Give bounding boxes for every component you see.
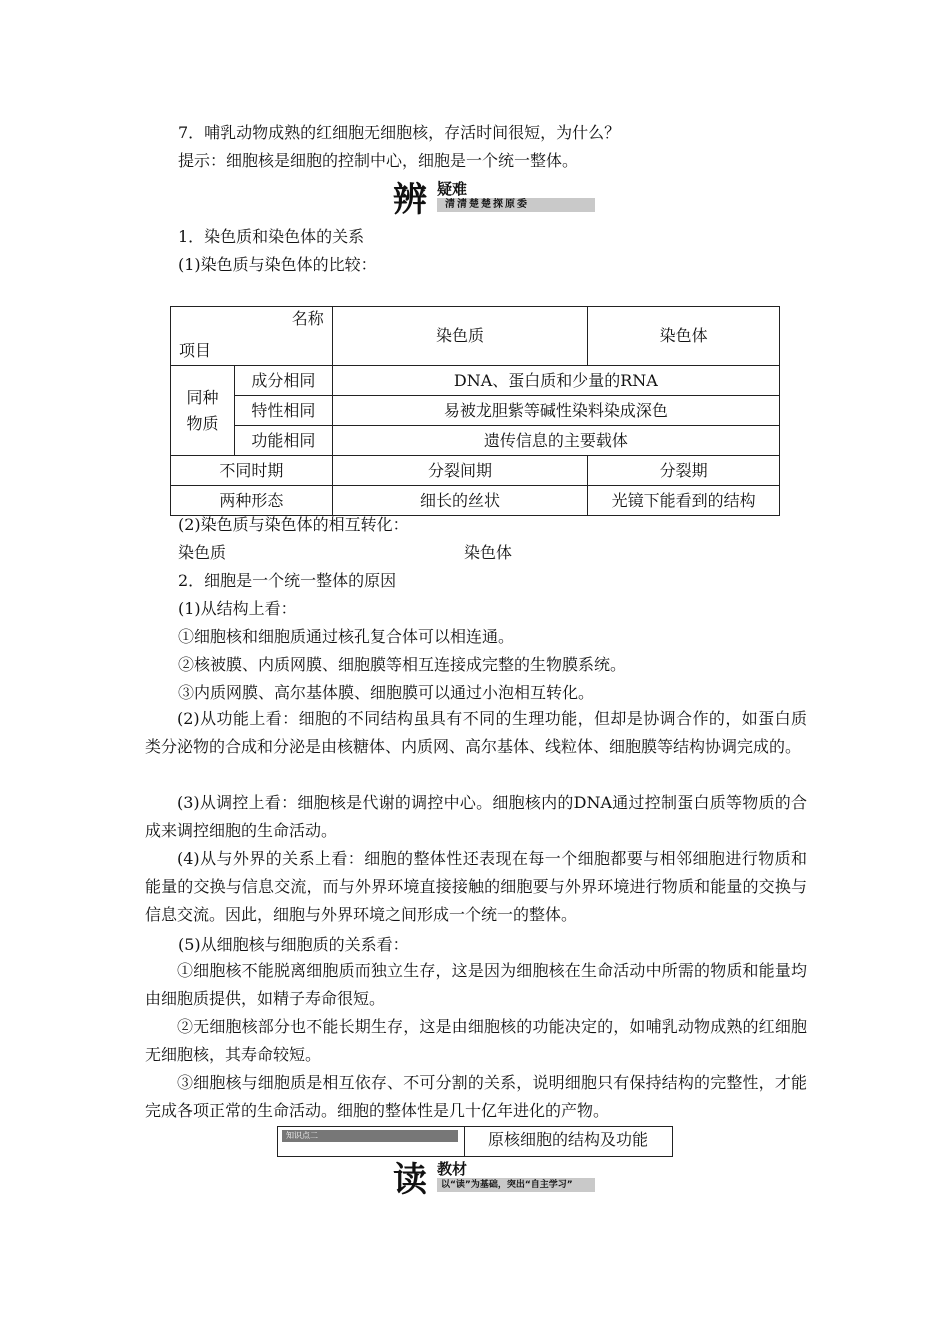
- paragraph-5a: ①细胞核不能脱离细胞质而独立生存，这是因为细胞核在生命活动中所需的物质和能量均由细胞质提供，如精子寿命很短。: [145, 961, 807, 1008]
- section2-title: 2．细胞是一个统一整体的原因: [178, 571, 397, 590]
- paragraph-5c: ③细胞核与细胞质是相互依存、不可分割的关系，说明细胞只有保持结构的完整性，才能完成各项正常的生命活动。细胞的整体性是几十亿年进化的产物。: [145, 1073, 807, 1120]
- table-row: [171, 456, 780, 486]
- comparison-table: [170, 306, 780, 516]
- paragraph-function: (2)从功能上看：细胞的不同结构虽具有不同的生理功能，但却是协调合作的，如蛋白质类分泌物的合成和分泌是由核糖体、内质网、高尔基体、线粒体、细胞膜等结构协调完成的。: [145, 709, 807, 756]
- row-label: 功能相同: [234, 426, 332, 456]
- row-label: 成分相同: [234, 366, 332, 396]
- chromosome-term: 染色体: [464, 543, 513, 562]
- group-label-text: 同种物质: [186, 387, 219, 433]
- box-divider: [464, 1127, 465, 1156]
- banner-big-char: 读: [393, 1160, 427, 1200]
- section1-sub2: (2)染色质与染色体的相互转化：: [178, 515, 409, 534]
- diagonal-header-cell: [171, 307, 333, 366]
- row-value: 遗传信息的主要载体: [332, 426, 779, 456]
- row-label: 两种形态: [171, 486, 333, 516]
- paragraph-regulation: (3)从调控上看：细胞核是代谢的调控中心。细胞核内的DNA通过控制蛋白质等物质的合成来调控细胞的生命活动。: [145, 793, 807, 840]
- list-item: ①细胞核和细胞质通过核孔复合体可以相连通。: [178, 627, 515, 646]
- knowledge-point-box: [277, 1126, 673, 1157]
- banner-bar-text: 清清楚楚探原委: [437, 198, 595, 212]
- banner-big-char: 辨: [393, 180, 427, 220]
- banner-subtitle: 疑难: [437, 180, 468, 198]
- paragraph-environment: (4)从与外界的关系上看：细胞的整体性还表现在每一个细胞都要与相邻细胞进行物质和能量的交换与信息交流，而与外界环境直接接触的细胞要与外界环境进行物质和能量的交换与信息交流。因此，细胞与外界环境之间形成一个统一的整体。: [145, 849, 807, 924]
- row-cell-chromosome: 分裂期: [588, 456, 780, 486]
- section-banner-du: [393, 1158, 593, 1206]
- paragraph-5b: ②无细胞核部分也不能长期生存，这是由细胞核的功能决定的，如哺乳动物成熟的红细胞无细胞核，其寿命较短。: [145, 1017, 807, 1064]
- knowledge-point-title: 原核细胞的结构及功能: [488, 1130, 649, 1149]
- list-item: ③内质网膜、高尔基体膜、细胞膜可以通过小泡相互转化。: [178, 683, 595, 702]
- row-cell-chromatin: 分裂间期: [332, 456, 588, 486]
- table-row: [171, 396, 780, 426]
- structure-heading: (1)从结构上看：: [178, 599, 297, 618]
- section1-sub1: (1)染色质与染色体的比较：: [178, 255, 377, 274]
- row-label: 特性相同: [234, 396, 332, 426]
- table-header-row: [171, 307, 780, 366]
- knowledge-point-tag: 知识点二: [282, 1130, 458, 1142]
- chromatin-term: 染色质: [178, 543, 227, 562]
- table-row: [171, 426, 780, 456]
- table-row: [171, 486, 780, 516]
- header-item: 项目: [179, 341, 212, 360]
- row-value: DNA、蛋白质和少量的RNA: [332, 366, 779, 396]
- column-header-chromatin: 染色质: [332, 307, 588, 366]
- question-7: 7．哺乳动物成熟的红细胞无细胞核，存活时间很短，为什么？: [178, 123, 621, 142]
- row-value: 易被龙胆紫等碱性染料染成深色: [332, 396, 779, 426]
- group-label-same-substance: [171, 366, 235, 456]
- hint-text: 提示：细胞核是细胞的控制中心，细胞是一个统一整体。: [178, 151, 579, 170]
- section1-title: 1．染色质和染色体的关系: [178, 227, 365, 246]
- nucleus-cytoplasm-heading: (5)从细胞核与细胞质的关系看：: [178, 935, 409, 954]
- banner-subtitle: 教材: [437, 1160, 468, 1178]
- banner-bar-text: 以“读”为基础，突出“自主学习”: [437, 1178, 595, 1192]
- section-banner-bian: [393, 178, 593, 226]
- header-name: 名称: [291, 309, 324, 328]
- row-cell-chromatin: 细长的丝状: [332, 486, 588, 516]
- row-cell-chromosome: 光镜下能看到的结构: [588, 486, 780, 516]
- column-header-chromosome: 染色体: [588, 307, 780, 366]
- row-label: 不同时期: [171, 456, 333, 486]
- list-item: ②核被膜、内质网膜、细胞膜等相互连接成完整的生物膜系统。: [178, 655, 627, 674]
- table-row: [171, 366, 780, 396]
